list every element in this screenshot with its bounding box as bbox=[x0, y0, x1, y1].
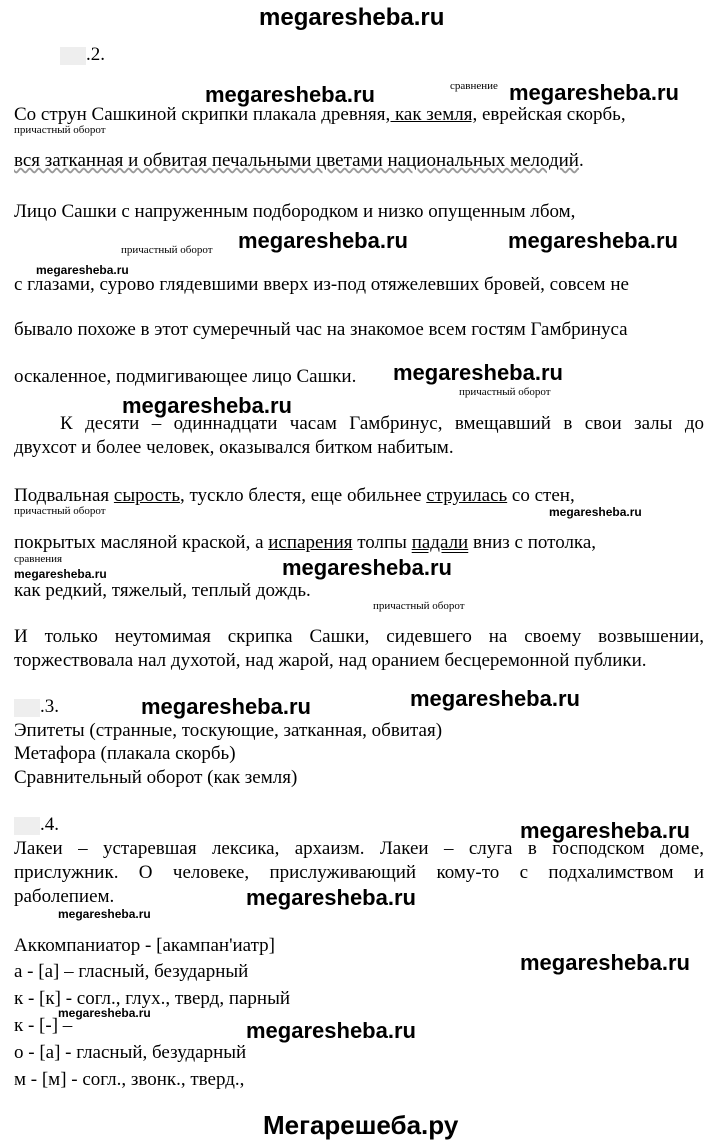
text-line: м - [м] - согл., звонк., тверд., bbox=[14, 1069, 245, 1090]
text-line: К десяти – одиннадцати часам Гамбринус, вмещавший в свои залы до bbox=[60, 413, 704, 434]
redacted-block bbox=[60, 47, 86, 65]
annotation-participle: причастный оборот bbox=[459, 386, 551, 398]
watermark: megaresheba.ru bbox=[520, 818, 690, 843]
watermark: megaresheba.ru bbox=[509, 80, 679, 105]
annotation-participle: причастный оборот bbox=[373, 600, 465, 612]
section-3-number: .3. bbox=[14, 696, 59, 718]
watermark: megaresheba.ru bbox=[410, 686, 580, 711]
annotation-participle: причастный оборот bbox=[121, 244, 213, 256]
text-line: к - [к] - согл., глух., тверд, парный bbox=[14, 988, 291, 1009]
watermark: megaresheba.ru bbox=[141, 694, 311, 719]
text-line: как редкий, тяжелый, теплый дождь. bbox=[14, 580, 311, 601]
text-line: Метафора (плакала скорбь) bbox=[14, 743, 236, 764]
text-line: Подвальная сырость, тускло блестя, еще обильнее струилась со стен, bbox=[14, 485, 575, 506]
text-line: раболепием. bbox=[14, 886, 115, 907]
text-line: Эпитеты (странные, тоскующие, затканная, обвитая) bbox=[14, 720, 443, 741]
watermark: megaresheba.ru bbox=[393, 360, 563, 385]
text-line: вся затканная и обвитая печальными цветами национальных мелодий. bbox=[14, 150, 584, 171]
text-line: Аккомпаниатор - [акампан'иатр] bbox=[14, 935, 275, 956]
watermark: megaresheba.ru bbox=[549, 505, 642, 519]
watermark: megaresheba.ru bbox=[520, 950, 690, 975]
header-site-watermark: megaresheba.ru bbox=[259, 4, 445, 31]
text-line: с глазами, сурово глядевшими вверх из-под отяжелевших бровей, совсем не bbox=[14, 274, 629, 295]
watermark: megaresheba.ru bbox=[238, 228, 408, 253]
text-line: а - [а] – гласный, безударный bbox=[14, 961, 249, 982]
text-line: И только неутомимая скрипка Сашки, сидевшего на своему возвышении, bbox=[14, 626, 704, 647]
watermark: megaresheba.ru bbox=[246, 885, 416, 910]
watermark: megaresheba.ru bbox=[14, 567, 107, 581]
text-line: Лицо Сашки с напруженным подбородком и низко опущенным лбом, bbox=[14, 201, 576, 222]
section-2-number: .2. bbox=[60, 44, 105, 66]
watermark: megaresheba.ru bbox=[508, 228, 678, 253]
watermark: megaresheba.ru bbox=[205, 82, 375, 107]
text-line: покрытых масляной краской, а испарения толпы падали вниз с потолка, bbox=[14, 532, 597, 553]
watermark: megaresheba.ru bbox=[58, 1006, 151, 1020]
annotation-comparisons: сравнения bbox=[14, 553, 63, 565]
watermark: megaresheba.ru bbox=[36, 263, 129, 277]
redacted-block bbox=[14, 817, 40, 835]
text-line: прислужник. О человеке, прислуживающий кому-то с подхалимством и bbox=[14, 862, 704, 883]
text-line: двухсот и более человек, оказывался битком набитым. bbox=[14, 437, 454, 458]
annotation-participle: причастный оборот bbox=[14, 505, 106, 517]
text-line: Со струн Сашкиной скрипки плакала древняя, как земля, еврейская скорбь, bbox=[14, 104, 626, 125]
footer-site-watermark: Мегарешеба.ру bbox=[263, 1110, 459, 1140]
watermark: megaresheba.ru bbox=[122, 393, 292, 418]
text-line: бывало похоже в этот сумеречный час на знакомое всем гостям Гамбринуса bbox=[14, 319, 628, 340]
text-line: Сравнительный оборот (как земля) bbox=[14, 767, 298, 788]
text-line: к - [-] – bbox=[14, 1015, 73, 1036]
annotation-participle: причастный оборот bbox=[14, 124, 106, 136]
watermark: megaresheba.ru bbox=[58, 907, 151, 921]
watermark: megaresheba.ru bbox=[282, 555, 452, 580]
text-line: Лакеи – устаревшая лексика, архаизм. Лакеи – слуга в господском доме, bbox=[14, 838, 704, 859]
section-4-number: .4. bbox=[14, 814, 59, 836]
watermark: megaresheba.ru bbox=[246, 1018, 416, 1043]
redacted-block bbox=[14, 699, 40, 717]
text-line: торжествовала нал духотой, над жарой, над оранием бесцеремонной публики. bbox=[14, 650, 647, 671]
text-line: о - [а] - гласный, безударный bbox=[14, 1042, 247, 1063]
text-line: оскаленное, подмигивающее лицо Сашки. bbox=[14, 366, 357, 387]
annotation-comparison: сравнение bbox=[450, 80, 498, 92]
